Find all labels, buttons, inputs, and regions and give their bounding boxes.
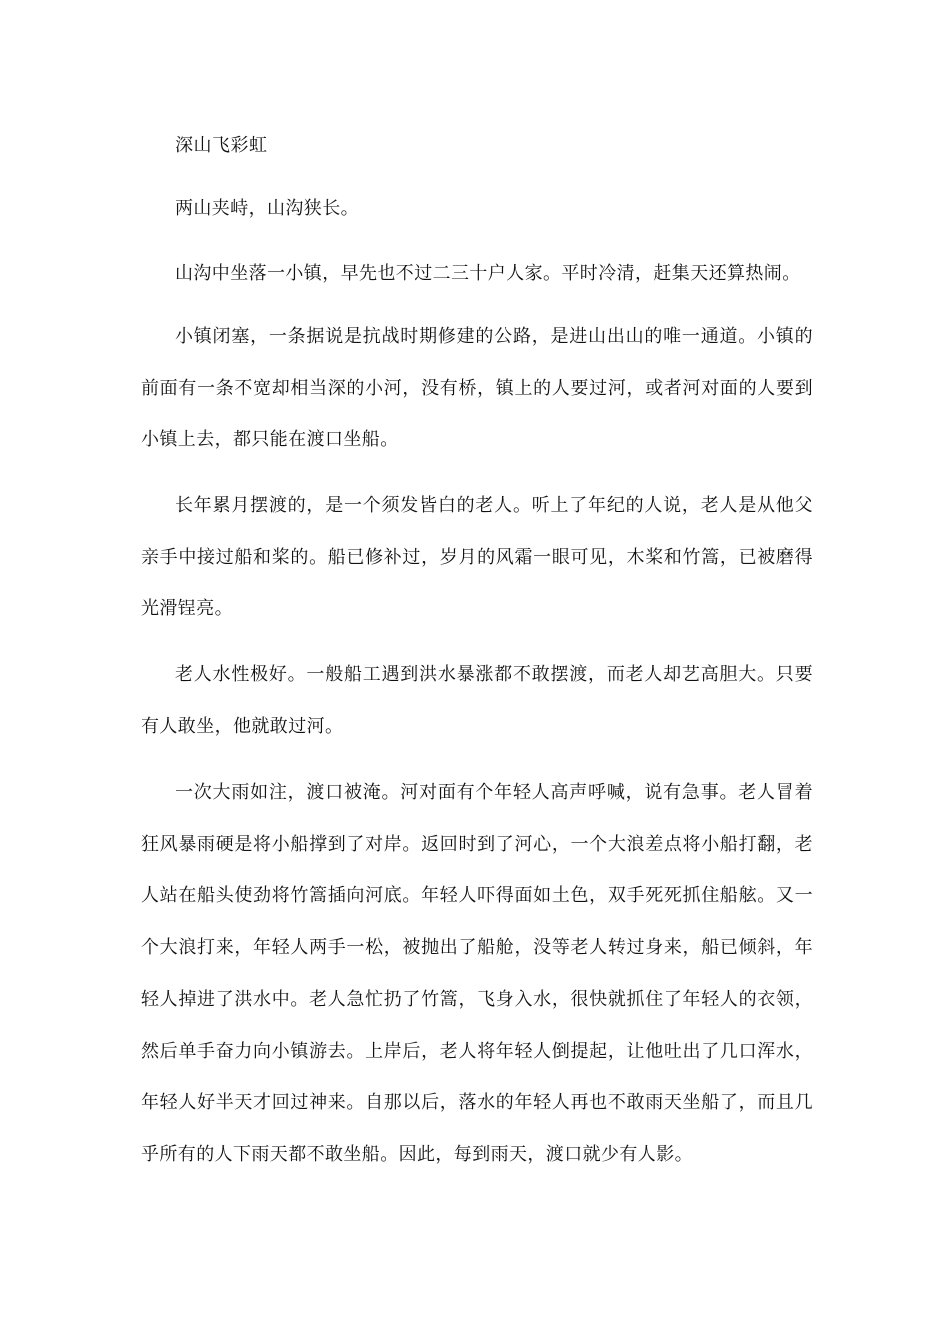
- paragraph-4: 长年累月摆渡的，是一个须发皆白的老人。听上了年纪的人说，老人是从他父亲手中接过船和桨的。船已修补过，岁月的风霜一眼可见，木桨和竹篙，已被磨得光滑锃亮。: [141, 495, 813, 620]
- paragraph-5: 老人水性极好。一般船工遇到洪水暴涨都不敢摆渡，而老人却艺高胆大。只要有人敢坐，他就敢过河。: [141, 664, 813, 737]
- paragraph-2: 山沟中坐落一小镇，早先也不过二三十户人家。平时冷清，赶集天还算热闹。: [175, 263, 801, 284]
- paragraph-6: 一次大雨如注，渡口被淹。河对面有个年轻人高声呼喊，说有急事。老人冒着狂风暴雨硬是将小船撑到了对岸。返回时到了河心，一个大浪差点将小船打翻，老人站在船头使劲将竹篙插向河底。年轻人吓得面如土色，双手死死抓住船舷。又一个大浪打来，年轻人两手一松，被抛出了船舱，没等老人转过身来，船已倾斜，年轻人掉进了洪水中。老人急忙扔了竹篙，飞身入水，很快就抓住了年轻人的衣领，然后单手奋力向小镇游去。上岸后，老人将年轻人倒提起，让他吐出了几口浑水，年轻人好半天才回过神来。自那以后，落水的年轻人再也不敢雨天坐船了，而且几乎所有的人下雨天都不敢坐船。因此，每到雨天，渡口就少有人影。: [141, 782, 813, 1165]
- document-title: 深山飞彩虹: [175, 135, 268, 156]
- paragraph-3: 小镇闭塞，一条据说是抗战时期修建的公路，是进山出山的唯一通道。小镇的前面有一条不宽却相当深的小河，没有桥，镇上的人要过河，或者河对面的人要到小镇上去，都只能在渡口坐船。: [141, 326, 813, 451]
- paragraph-1: 两山夹峙，山沟狭长。: [175, 198, 359, 219]
